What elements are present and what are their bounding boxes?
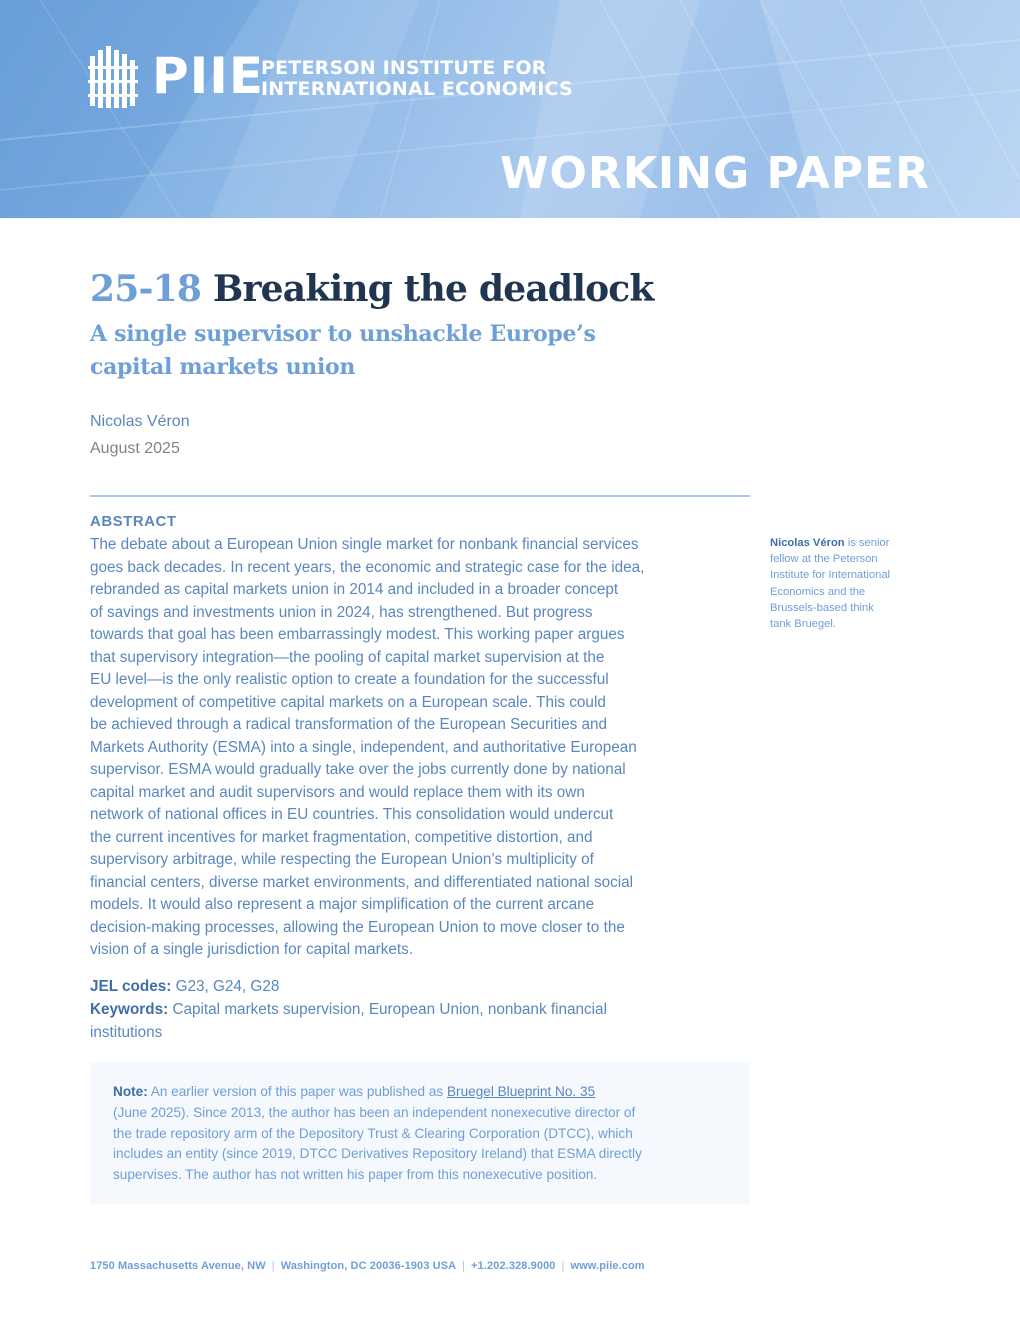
logo-abbreviation: PIIE — [152, 47, 265, 105]
jel-label: JEL codes: — [90, 978, 172, 995]
subtitle-line1: A single supervisor to unshackle Europe’s — [90, 321, 596, 347]
note-line: supervises. The author has not written his paper from this nonexecutive position. — [113, 1167, 598, 1183]
abstract-line: towards that goal has been embarrassingly modest. This working paper argues — [90, 626, 625, 643]
footer-phone: +1.202.328.9000 — [471, 1260, 556, 1272]
paper-number: 25-18 — [90, 268, 202, 310]
bio-line: Institute for International — [770, 569, 891, 582]
abstract-line: the current incentives for market fragmentation, competitive distortion, and — [90, 828, 593, 846]
piie-logo-icon — [88, 44, 140, 110]
abstract-line: goes back decades. In recent years, the economic and strategic case for the idea, — [90, 558, 645, 576]
note-box — [90, 1062, 750, 1204]
section-divider — [90, 495, 750, 497]
footer-separator: | — [561, 1260, 565, 1272]
abstract-heading: ABSTRACT — [90, 513, 177, 530]
bruegel-blueprint-link[interactable]: Bruegel Blueprint No. 35 — [446, 1084, 596, 1099]
abstract-body — [90, 534, 750, 962]
jel-codes — [90, 976, 730, 999]
keywords-line1: Capital markets supervision, European Union, nonbank financial — [168, 1001, 607, 1018]
note-line: the trade repository arm of the Depository Trust & Clearing Corporation (DTCC), which — [113, 1125, 633, 1141]
abstract-line: rebranded as capital markets union in 2014 and included in a broader concept — [90, 581, 619, 598]
paper-subtitle — [90, 318, 610, 384]
subtitle-line2: capital markets union — [90, 354, 356, 380]
bio-line: fellow at the Peterson — [770, 553, 878, 566]
keywords-label: Keywords: — [90, 1001, 169, 1018]
abstract-line: Markets Authority (ESMA) into a single, independent, and authoritative European — [90, 738, 637, 756]
bio-author-name: Nicolas Véron — [770, 537, 845, 549]
abstract-line: of savings and investments union in 2024, has strengthened. But progress — [90, 603, 593, 621]
abstract-line: financial centers, diverse market environments, and differentiated national social — [90, 873, 634, 891]
bio-line: is senior — [844, 537, 890, 549]
abstract-line: be achieved through a radical transformation of the European Securities and — [90, 716, 608, 733]
abstract-line: that supervisory integration—the pooling of capital market supervision at the — [90, 648, 605, 666]
abstract-line: capital market and audit supervisors and would replace them with its own — [90, 783, 585, 801]
institute-name-line1: PETERSON INSTITUTE FOR — [261, 57, 547, 79]
bio-line: Brussels-based think — [770, 601, 874, 614]
footer-city: Washington, DC 20036-1903 USA — [280, 1260, 457, 1272]
header-banner — [0, 0, 1020, 218]
author-bio — [770, 535, 930, 632]
paper-title-text: Breaking the deadlock — [212, 268, 654, 310]
abstract-line: supervisor. ESMA would gradually take over the jobs currently done by national — [90, 761, 626, 778]
abstract-line: decision-making processes, allowing the European Union to move closer to the — [90, 918, 625, 936]
note-line: includes an entity (since 2019, DTCC Derivatives Repository Ireland) that ESMA directly — [113, 1146, 642, 1162]
institute-name-line2: INTERNATIONAL ECONOMICS — [261, 78, 573, 100]
abstract-line: network of national offices in EU countries. This consolidation would undercut — [90, 806, 614, 823]
note-label: Note: — [113, 1084, 148, 1099]
institute-name — [261, 58, 573, 100]
paper-title — [90, 264, 790, 314]
publication-date: August 2025 — [90, 440, 180, 457]
jel-value: G23, G24, G28 — [171, 978, 280, 995]
abstract-line: EU level—is the only realistic option to create a foundation for the successful — [90, 671, 609, 688]
keywords — [90, 999, 730, 1044]
bio-line: Economics and the — [770, 585, 866, 598]
author-name: Nicolas Véron — [90, 413, 190, 430]
note-line: (June 2025). Since 2013, the author has been an independent nonexecutive director of — [113, 1104, 636, 1120]
abstract-line: vision of a single jurisdiction for capital markets. — [90, 941, 414, 958]
footer-separator: | — [462, 1260, 466, 1272]
abstract-line: The debate about a European Union single market for nonbank financial services — [90, 536, 639, 553]
abstract-line: development of competitive capital markets on a European scale. This could — [90, 693, 606, 711]
footer-separator: | — [271, 1260, 275, 1272]
keywords-line2: institutions — [90, 1023, 163, 1041]
bio-line: tank Bruegel. — [770, 618, 836, 631]
abstract-line: models. It would also represent a major simplification of the current arcane — [90, 896, 595, 913]
footer — [90, 1258, 950, 1274]
footer-address: 1750 Massachusetts Avenue, NW — [90, 1260, 266, 1272]
document-type: WORKING PAPER — [500, 148, 930, 199]
note-text: An earlier version of this paper was published as — [147, 1084, 447, 1099]
abstract-line: supervisory arbitrage, while respecting the European Union’s multiplicity of — [90, 851, 594, 868]
footer-website-link[interactable]: www.piie.com — [570, 1260, 645, 1272]
